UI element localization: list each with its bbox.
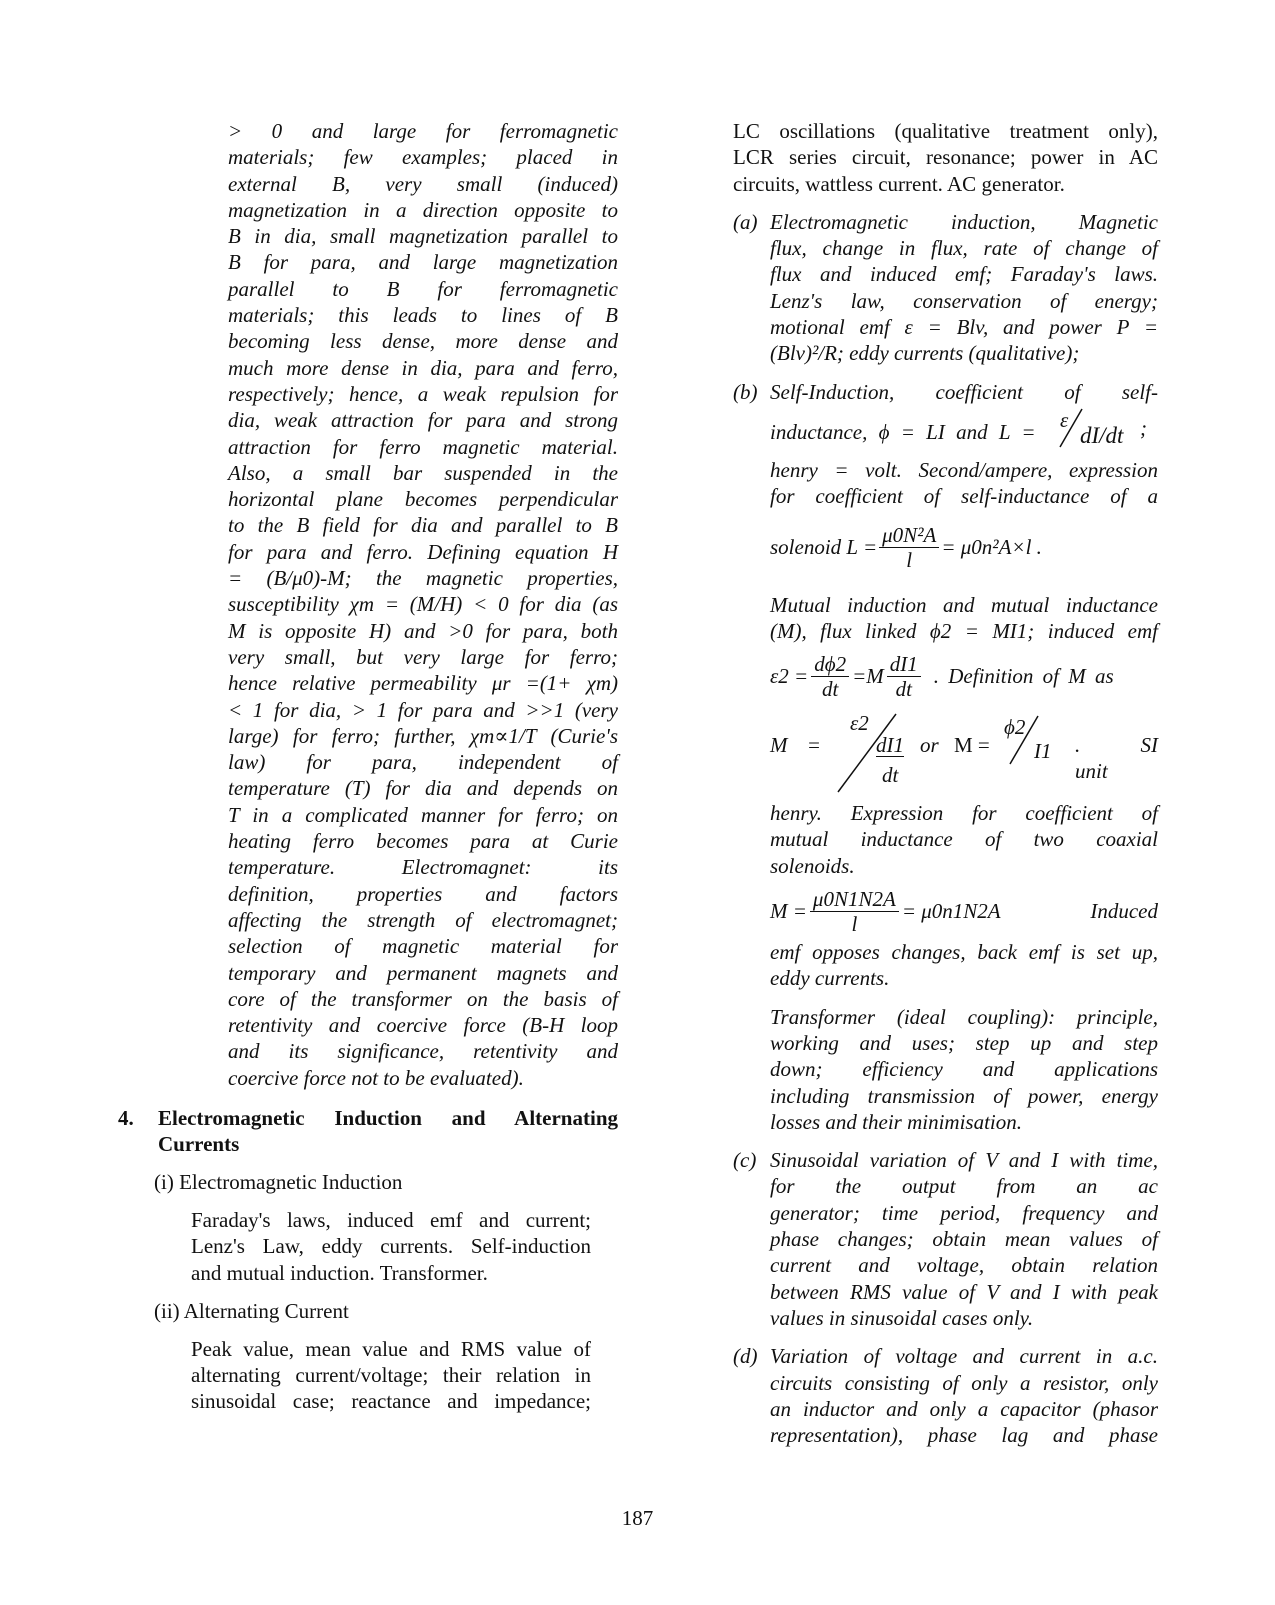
m-definition-equation (770, 710, 1158, 796)
text-line: core of the transformer on the basis of (228, 986, 618, 1011)
induced-text (770, 939, 1158, 992)
text-line: retentivity and coercive force (B-H loop (228, 1013, 618, 1038)
text-line: motional emf ε = Blv, and power P = (770, 315, 1158, 340)
text-line: sinusoidal case; reactance and impedance; (191, 1389, 591, 1414)
text-line: dia, weak attraction for para and strong (228, 408, 618, 433)
item-a (733, 209, 1158, 367)
solenoid-prefix: solenoid L = (770, 535, 878, 560)
text-line: B in dia, small magnetization parallel to (228, 224, 618, 249)
text-line: definition, properties and factors (228, 881, 618, 906)
eps2-fraction-1 (811, 652, 849, 701)
text-line: coercive force not to be evaluated). (228, 1065, 524, 1090)
solenoid-fraction (879, 523, 939, 572)
left-column (118, 118, 618, 1415)
m-def-den-den: dt (882, 763, 899, 788)
self-inductance-equation (770, 405, 1158, 449)
text-line: phase changes; obtain mean values of (770, 1227, 1158, 1252)
m-def-si: . SI unit (1075, 733, 1158, 784)
text-line: Peak value, mean value and RMS value of (191, 1336, 591, 1361)
text-line: external B, very small (induced) (228, 171, 618, 196)
solenoid-den: l (906, 548, 913, 573)
item-c-text (770, 1147, 1158, 1331)
item-a-text (770, 209, 1158, 367)
text-line: = (B/μ0)-M; the magnetic properties, (228, 566, 618, 591)
text-line: henry. Expression for coefficient of (770, 801, 1158, 826)
text-line: down; efficiency and applications (770, 1057, 1158, 1082)
m-def-lhs: M = (770, 733, 821, 758)
item-a-label: (a) (733, 209, 758, 234)
text-line: temperature (T) for dia and depends on (228, 776, 618, 801)
item-c-label: (c) (733, 1148, 757, 1173)
m-def-num: ε2 (850, 711, 869, 736)
eps2-den2: dt (895, 676, 912, 701)
item-d-text (770, 1343, 1158, 1448)
text-line: flux, change in flux, rate of change of (770, 236, 1158, 261)
text-line: horizontal plane becomes perpendicular (228, 487, 618, 512)
text-line: attraction for ferro magnetic material. (228, 434, 618, 459)
section-number: 4. (118, 1105, 134, 1130)
solenoid-rhs: = μ0n²A×l . (941, 535, 1042, 560)
text-line: flux and induced emf; Faraday's laws. (770, 262, 1158, 287)
text-line: M is opposite H) and >0 for para, both (228, 618, 618, 643)
text-line: LC oscillations (qualitative treatment only), (733, 119, 1158, 143)
text-line: mutual inductance of two coaxial (770, 827, 1158, 852)
text-line: Electromagnetic induction, Magnetic (770, 209, 1158, 234)
text-line: representation), phase lag and phase (770, 1423, 1158, 1448)
text-line: T in a complicated manner for ferro; on (228, 802, 618, 827)
text-line: LCR series circuit, resonance; power in AC (733, 145, 1158, 170)
henry-text (770, 800, 1158, 879)
item-c (733, 1147, 1158, 1331)
coax-fraction (810, 887, 899, 936)
text-line: values in sinusoidal cases only. (770, 1305, 1034, 1330)
subsection-ii-heading: (ii) Alternating Current (154, 1298, 349, 1323)
text-line: eddy currents. (770, 966, 890, 991)
eps2-num2: dI1 (887, 652, 921, 677)
coax-rhs: = μ0n1N2A (901, 898, 1001, 923)
text-line: affecting the strength of electromagnet; (228, 907, 618, 932)
eps2-num1: dϕ2 (811, 652, 849, 677)
coax-num: μ0N1N2A (810, 887, 899, 912)
text-line: alternating current/voltage; their relation in (191, 1363, 591, 1388)
mutual-text (770, 592, 1158, 645)
text-line: for coefficient of self-inductance of a (770, 484, 1158, 509)
mutual-emf-equation (770, 648, 1158, 704)
subsection-i-text (118, 1207, 591, 1286)
text-line: Faraday's laws, induced emf and current; (191, 1207, 591, 1232)
text-line: becoming less dense, more dense and (228, 329, 618, 354)
text-line: between RMS value of V and I with peak (770, 1279, 1158, 1304)
m-def-or: or (920, 733, 939, 758)
solenoid-num: μ0N²A (879, 523, 939, 548)
eps2-fraction-2 (887, 652, 921, 701)
text-line: selection of magnetic material for (228, 934, 618, 959)
item-d-label: (d) (733, 1344, 758, 1369)
item-b-text (770, 457, 1158, 510)
text-line: (Blv)²/R; eddy currents (qualitative); (770, 341, 1080, 366)
text-line: generator; time period, frequency and (770, 1200, 1158, 1225)
m-def-num2: ϕ2 (1004, 715, 1026, 740)
text-line: > 0 and large for ferromagnetic (228, 119, 618, 143)
text-line: circuits consisting of only a resistor, only (770, 1370, 1158, 1395)
text-line: Lenz's law, conservation of energy; (770, 288, 1158, 313)
item-d (733, 1343, 1158, 1448)
text-line: including transmission of power, energy (770, 1083, 1158, 1108)
text-line: Also, a small bar suspended in the (228, 460, 618, 485)
text-line: much more dense in dia, para and ferro, (228, 355, 618, 380)
text-line: solenoids. (770, 853, 855, 878)
text-line: and mutual induction. Transformer. (191, 1260, 488, 1285)
coax-after: Induced (1090, 898, 1158, 923)
eps2-lhs: ε2 = (770, 664, 809, 688)
text-line: respectively; hence, a weak repulsion for (228, 381, 618, 406)
text-line: losses and their minimisation. (770, 1109, 1023, 1134)
self-inductance-num: ε (1060, 407, 1069, 432)
text-line: materials; this leads to lines of B (228, 303, 618, 328)
coaxial-equation (770, 883, 1158, 939)
text-line: susceptibility χm = (M/H) < 0 for dia (as (228, 592, 618, 617)
text-line: circuits, wattless current. AC generator. (733, 171, 1065, 196)
text-line: an inductor and only a capacitor (phasor (770, 1396, 1158, 1421)
item-b (733, 379, 1158, 1135)
text-line: temperature. Electromagnet: its (228, 855, 618, 880)
text-line: and its significance, retentivity and (228, 1039, 618, 1064)
text-line: Mutual induction and mutual inductance (770, 592, 1158, 617)
text-line: current and voltage, obtain relation (770, 1253, 1158, 1278)
text-line: emf opposes changes, back emf is set up, (770, 940, 1158, 965)
text-line: magnetization in a direction opposite to (228, 197, 618, 222)
text-line: law) for para, independent of (228, 750, 618, 775)
section-title-line2: Currents (158, 1131, 240, 1156)
text-line: Sinusoidal variation of V and I with time, (770, 1148, 1158, 1173)
coax-den: l (851, 911, 858, 936)
text-line: working and uses; step up and step (770, 1030, 1158, 1055)
text-line: (M), flux linked ϕ2 = MI1; induced emf (770, 618, 1158, 643)
text-line: Transformer (ideal coupling): principle, (770, 1004, 1158, 1029)
text-line: heating ferro becomes para at Curie (228, 829, 618, 854)
text-line: Lenz's Law, eddy currents. Self-induction (191, 1234, 591, 1259)
text-line: large) for ferro; further, χm∝1/T (Curie's (228, 723, 618, 748)
m-def-den2: I1 (1034, 739, 1052, 764)
subsection-ii-text (118, 1336, 591, 1415)
item-b-label: (b) (733, 379, 758, 404)
text-line: for para and ferro. Defining equation H (228, 539, 618, 564)
text-line: parallel to B for ferromagnetic (228, 276, 618, 301)
page-number: 187 (621, 1506, 654, 1530)
right-column (733, 118, 1158, 1448)
subsection-i-heading: (i) Electromagnetic Induction (154, 1169, 403, 1194)
transformer-text (770, 1004, 1158, 1135)
text-line: temporary and permanent magnets and (228, 960, 618, 985)
m-def-den-num: dI1 (876, 733, 904, 758)
self-inductance-text: inductance, ϕ = LI and L = (770, 419, 1036, 444)
item-b-line1: Self-Induction, coefficient of self- (770, 379, 1158, 404)
eps2-mid: =M (852, 664, 884, 688)
self-inductance-end: ; (1140, 415, 1147, 440)
intro-paragraph (733, 118, 1158, 197)
text-line: materials; few examples; placed in (228, 145, 618, 170)
coax-lhs: M = (770, 898, 807, 923)
text-line: Variation of voltage and current in a.c. (770, 1344, 1158, 1369)
eps2-after: . Definition of M as (933, 664, 1114, 688)
text-line: for the output from an ac (770, 1174, 1158, 1199)
text-line: hence relative permeability μr =(1+ χm) (228, 671, 618, 696)
text-line: to the B field for dia and parallel to B (228, 513, 618, 538)
continued-text (228, 118, 618, 1091)
eps2-den1: dt (821, 676, 839, 701)
text-line: < 1 for dia, > 1 for para and >>1 (very (228, 697, 618, 722)
section-heading (118, 1105, 618, 1157)
continued-paragraph (118, 118, 618, 1091)
text-line: very small, but very large for ferro; (228, 644, 618, 669)
solenoid-equation (770, 520, 1158, 576)
self-inductance-den: dI/dt (1080, 422, 1124, 448)
text-line: henry = volt. Second/ampere, expression (770, 457, 1158, 482)
text-line: B for para, and large magnetization (228, 250, 618, 275)
m-def-m2: M = (954, 733, 990, 758)
section-title-line1: Electromagnetic Induction and Alternating (158, 1105, 618, 1130)
